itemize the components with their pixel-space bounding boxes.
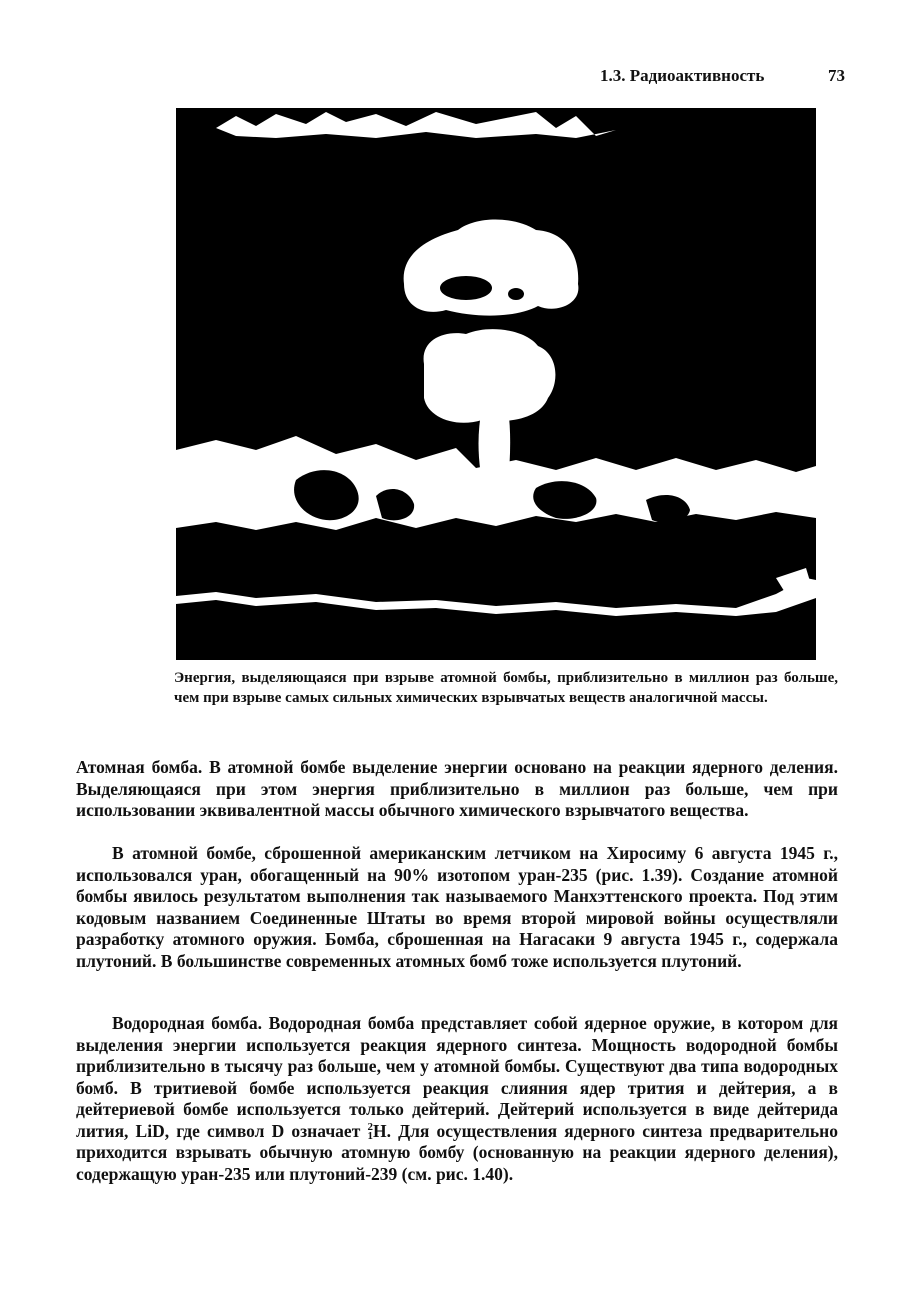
isotope-mass-number: 2 <box>367 1121 373 1134</box>
paragraph-atomic-bomb <box>76 757 838 822</box>
paragraph-text: В атомной бомбе выделение энергии основано на реакции ядерного деления. Выделяющаяся при этом энергия приблизительно в миллион раз больше, чем при использовании эквивалентной массы обычного химического взрывчатого вещества. <box>76 757 838 820</box>
figure-caption: Энергия, выделяющаяся при взрыве атомной бомбы, приблизительно в миллион раз больше, чем при взрыве самых сильных химических взрывчатых веществ аналогичной массы. <box>174 670 838 706</box>
paragraph-title: Атомная бомба. <box>76 757 203 777</box>
paragraph-text: В атомной бомбе, сброшенной американским летчиком на Хиросиму 6 августа 1945 г., использовался уран, обогащенный на 90% изотопом уран-235 (рис. 1.39). Создание атомной бомбы явилось результатом выполнения так называемого Манхэттенского проекта. Под этим кодовым названием Соединенные Штаты во время второй мировой войны осуществляли разработку атомного оружия. Бомба, сброшенная на Нагасаки 9 августа 1945 г., содержала плутоний. В большинстве современных атомных бомб тоже используется плутоний. <box>76 843 838 971</box>
isotope-atomic-number: 1 <box>367 1130 373 1143</box>
paragraph-title: Водородная бомба. <box>112 1013 262 1033</box>
paragraph-text: Водородная бомба представляет собой ядерное оружие, в котором для выделения энергии используется реакция ядерного синтеза. Мощность водородной бомбы приблизительно в тысячу раз больше, чем у атомной бомбы. Существуют два типа водородных бомб. В тритиевой бомбе используется реакция слияния ядер трития и дейтерия, а в дейтериевой бомбе используется только дейтерий. Дейтерий используется в виде дейтерида лития, LiD, где символ D означает <box>76 1013 838 1141</box>
mushroom-cloud-image <box>176 108 816 660</box>
paragraph-hydrogen-bomb <box>76 1013 838 1185</box>
paragraph-hiroshima <box>76 843 838 972</box>
paragraph-text-after: . Для осуществления ядерного синтеза предварительно приходится взрывать обычную атомную бомбу (основанную на реакции ядерного деления), содержащую уран-235 или плутоний-239 (см. рис. 1.40). <box>76 1120 839 1184</box>
isotope-symbol: H <box>372 1120 387 1141</box>
mushroom-cloud-photo <box>176 108 816 660</box>
section-title: 1.3. Радиоактивность <box>600 66 765 85</box>
page-number: 73 <box>828 66 845 85</box>
running-header <box>600 66 845 86</box>
